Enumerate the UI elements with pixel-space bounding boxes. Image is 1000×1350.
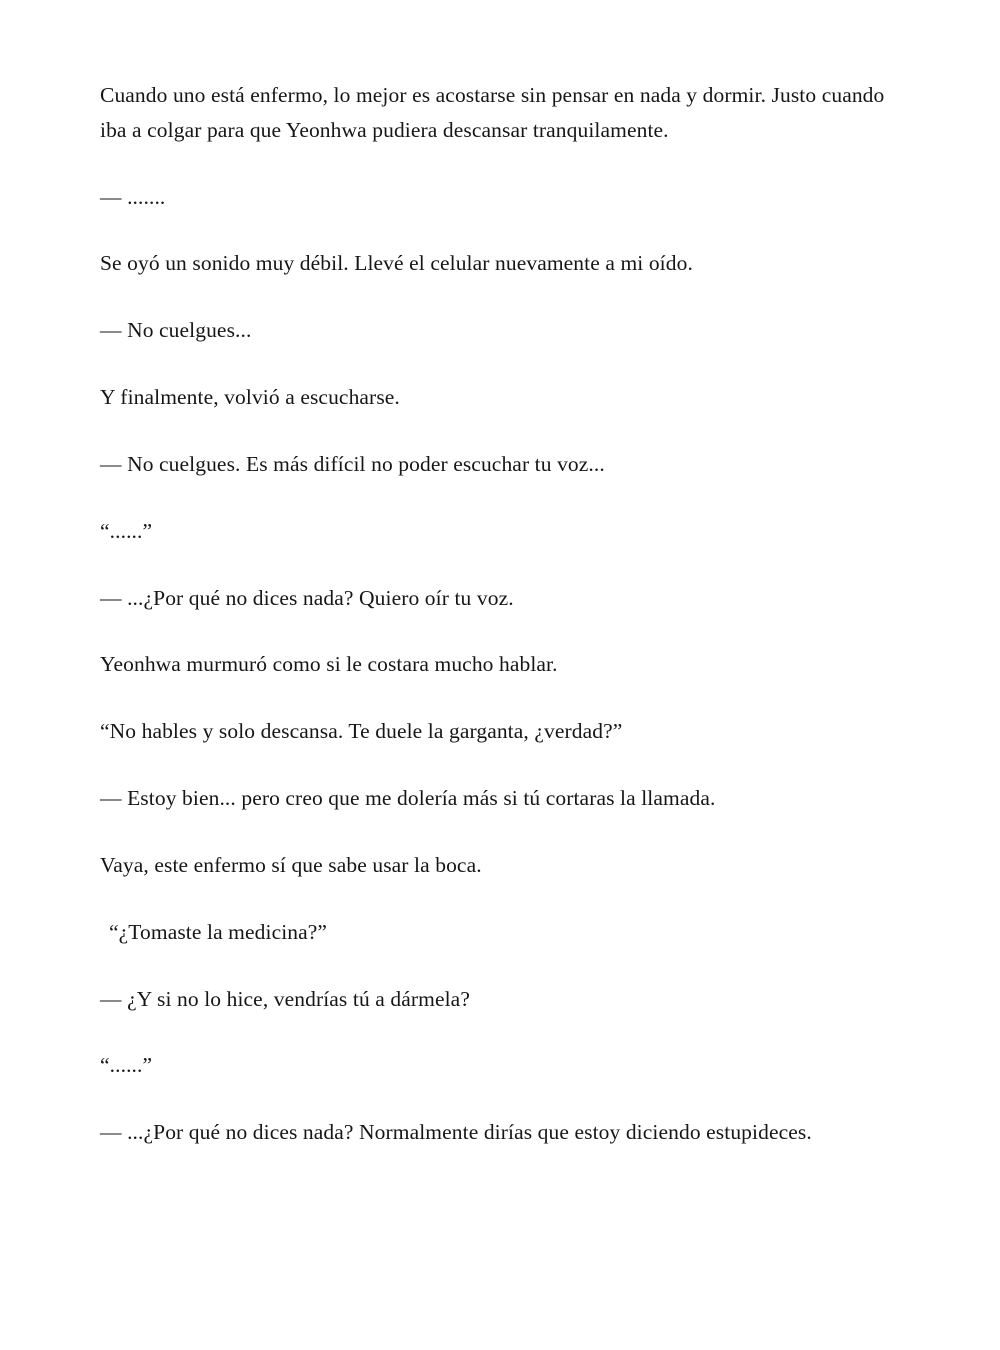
paragraph: Cuando uno está enfermo, lo mejor es acostarse sin pensar en nada y dormir. Justo cuando iba a colgar para que Yeonhwa pudiera descansar tranquilamente. bbox=[100, 83, 885, 142]
paragraph: Yeonhwa murmuró como si le costara mucho hablar. bbox=[100, 652, 558, 677]
paragraph: “......” bbox=[100, 1053, 153, 1078]
paragraph: — Estoy bien... pero creo que me dolería más si tú cortaras la llamada. bbox=[100, 786, 716, 811]
document-body bbox=[100, 78, 900, 1150]
paragraph: “¿Tomaste la medicina?” bbox=[109, 919, 328, 944]
paragraph: — No cuelgues... bbox=[100, 318, 252, 343]
paragraph: — ...¿Por qué no dices nada? Quiero oír tu voz. bbox=[100, 585, 514, 610]
paragraph: — ....... bbox=[100, 184, 166, 209]
paragraph: “No hables y solo descansa. Te duele la garganta, ¿verdad?” bbox=[100, 719, 623, 744]
paragraph: — ...¿Por qué no dices nada? Normalmente dirías que estoy diciendo estupideces. bbox=[100, 1120, 812, 1145]
paragraph: Vaya, este enfermo sí que sabe usar la boca. bbox=[100, 852, 482, 877]
paragraph: Y finalmente, volvió a escucharse. bbox=[100, 385, 400, 410]
paragraph: “......” bbox=[100, 518, 153, 543]
paragraph: — ¿Y si no lo hice, vendrías tú a dármela? bbox=[100, 986, 470, 1011]
paragraph: — No cuelgues. Es más difícil no poder escuchar tu voz... bbox=[100, 451, 605, 476]
paragraph: Se oyó un sonido muy débil. Llevé el celular nuevamente a mi oído. bbox=[100, 251, 693, 276]
